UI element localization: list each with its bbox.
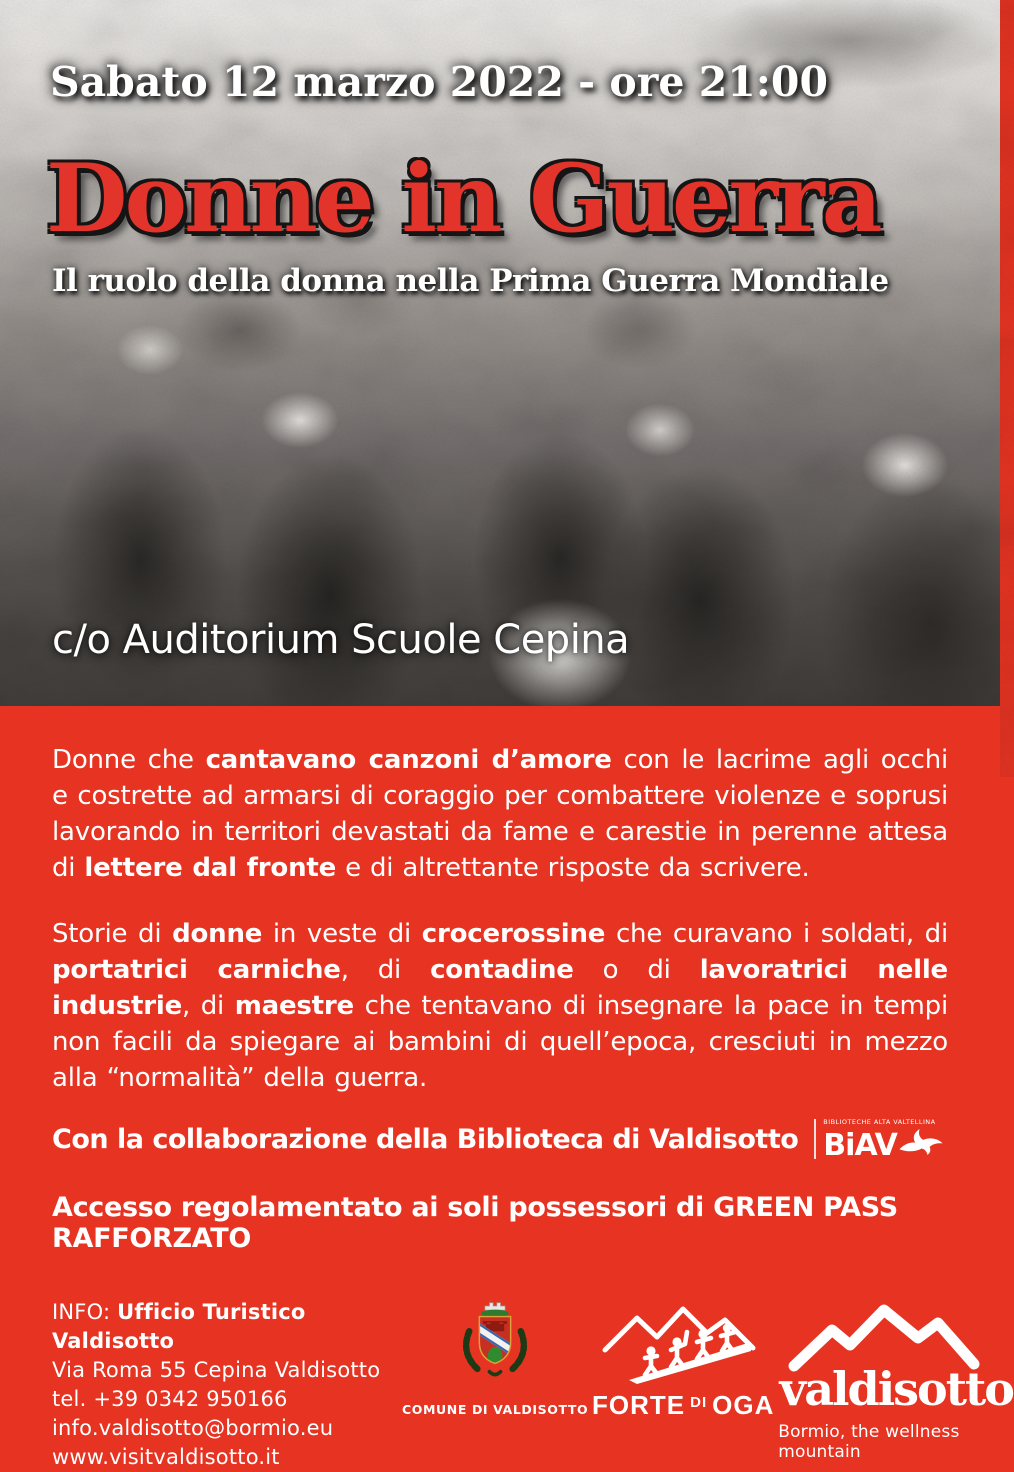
event-title: Donne in Guerra: [46, 144, 880, 254]
coat-of-arms-icon: [449, 1300, 541, 1392]
biav-divider: [814, 1119, 816, 1159]
biav-logo: [814, 1118, 944, 1163]
info-line: [52, 1298, 402, 1356]
green-pass-line: Accesso regolamentato ai soli possessori di GREEN PASS RAFFORZATO: [52, 1192, 898, 1254]
paragraph-2: Storie di donne in veste di crocerossine che curavano i soldati, di portatrici carniche, di contadine o di lavoratrici nelle industrie, di maestre che tentavano di insegnare la pace in tempi non facili da spiegare ai bambini di quell’epoca, cresciuti in mezzo alla “normalità” della guerra.: [52, 919, 948, 1093]
valdisotto-logo: [778, 1298, 1014, 1462]
website-line: www.visitvaldisotto.it: [52, 1445, 280, 1469]
contact-block: [52, 1298, 402, 1472]
forte-word-oga: OGA: [712, 1390, 775, 1420]
footer: [52, 1298, 1013, 1472]
date-line: Sabato 12 marzo 2022 - ore 21:00: [50, 58, 828, 106]
comune-logo: [402, 1298, 588, 1417]
forte-word-forte: FORTE: [592, 1390, 686, 1420]
historical-photo: [0, 0, 1000, 706]
red-panel: [0, 706, 1013, 1469]
collaboration-text: Con la collaborazione della Biblioteca di Valdisotto: [52, 1123, 799, 1155]
valdisotto-name: valdisotto: [779, 1362, 1013, 1416]
valdisotto-tagline: Bormio, the wellness mountain: [778, 1422, 960, 1462]
phone-line: tel. +39 0342 950166: [52, 1387, 288, 1411]
address-line: Via Roma 55 Cepina Valdisotto: [52, 1358, 381, 1382]
forte-text: [592, 1390, 774, 1421]
biav-small-text: BIBLIOTECHE ALTA VALTELLINA: [823, 1118, 936, 1127]
info-label: INFO:: [52, 1300, 118, 1324]
paragraph-1: Donne che cantavano canzoni d’amore con le lacrime agli occhi e costrette ad armarsi di coraggio per combattere violenze e soprusi lavorando in territori devastati da fame e carestie in perenne attesa di lettere dal fronte e di altrettante risposte da scrivere.: [52, 745, 948, 883]
collaboration-row: [52, 1114, 948, 1164]
comune-caption: COMUNE DI VALDISOTTO: [402, 1402, 589, 1417]
mountain-icon: [778, 1298, 1014, 1372]
info-name: Ufficio Turistico Valdisotto: [52, 1300, 306, 1353]
forte-word-di: DI: [690, 1394, 708, 1411]
event-subtitle: Il ruolo della donna nella Prima Guerra Mondiale: [52, 263, 889, 299]
mountain-hikers-icon: [599, 1304, 767, 1386]
email-line: info.valdisotto@bormio.eu: [52, 1416, 334, 1440]
venue-line: c/o Auditorium Scuole Cepina: [52, 617, 630, 663]
forte-di-oga-logo: [588, 1298, 778, 1421]
swallow-icon: [898, 1127, 944, 1157]
biav-name: BiAV: [823, 1127, 897, 1163]
